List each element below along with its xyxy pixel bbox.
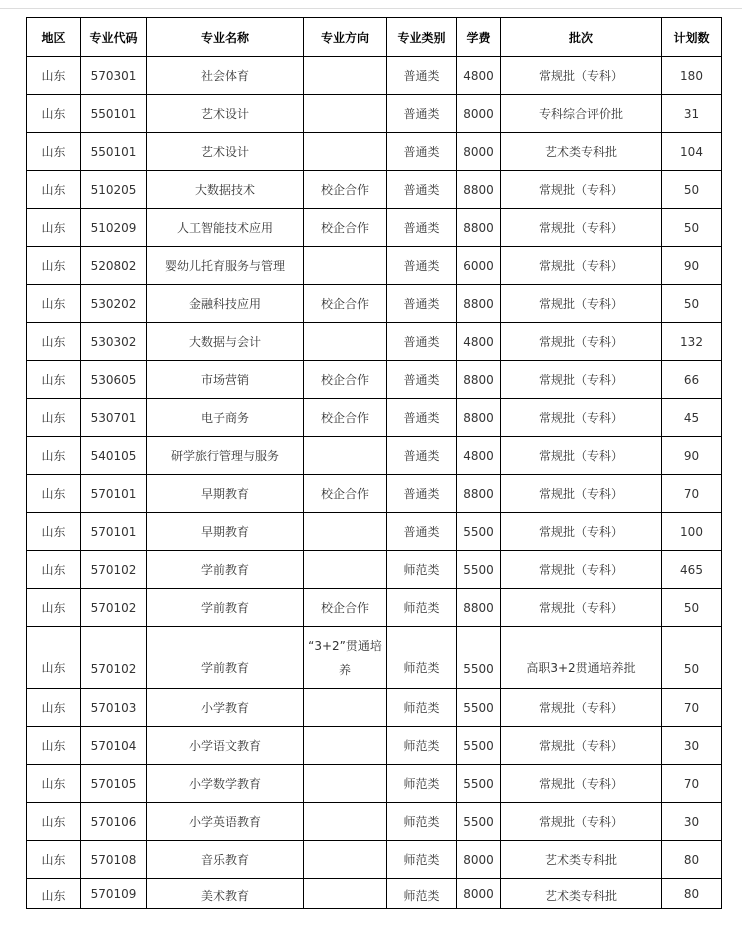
cell-major-direction bbox=[304, 879, 387, 909]
cell-major-code: 530202 bbox=[81, 285, 147, 323]
table-row bbox=[27, 879, 722, 909]
header-region: 地区 bbox=[27, 18, 81, 57]
cell-plan-count: 90 bbox=[662, 247, 722, 285]
cell-region: 山东 bbox=[27, 689, 81, 727]
cell-major-direction: 校企合作 bbox=[304, 285, 387, 323]
cell-plan-count: 132 bbox=[662, 323, 722, 361]
cell-major-code: 570102 bbox=[81, 627, 147, 689]
cell-major-category: 普通类 bbox=[387, 361, 457, 399]
cell-major-direction bbox=[304, 765, 387, 803]
cell-major-category: 师范类 bbox=[387, 803, 457, 841]
cell-plan-count: 30 bbox=[662, 727, 722, 765]
cell-major-direction bbox=[304, 803, 387, 841]
cell-major-direction: 校企合作 bbox=[304, 475, 387, 513]
cell-major-name: 小学语文教育 bbox=[147, 727, 304, 765]
table-row bbox=[27, 323, 722, 361]
cell-major-code: 510209 bbox=[81, 209, 147, 247]
table-row bbox=[27, 399, 722, 437]
enrollment-plan-table bbox=[26, 17, 722, 909]
cell-region: 山东 bbox=[27, 247, 81, 285]
cell-major-direction bbox=[304, 841, 387, 879]
cell-major-direction bbox=[304, 323, 387, 361]
table-row bbox=[27, 361, 722, 399]
cell-major-category: 普通类 bbox=[387, 437, 457, 475]
cell-major-category: 普通类 bbox=[387, 209, 457, 247]
cell-region: 山东 bbox=[27, 133, 81, 171]
cell-plan-count: 104 bbox=[662, 133, 722, 171]
cell-major-code: 530302 bbox=[81, 323, 147, 361]
cell-plan-count: 70 bbox=[662, 475, 722, 513]
table-row bbox=[27, 437, 722, 475]
cell-tuition: 8800 bbox=[457, 285, 501, 323]
cell-region: 山东 bbox=[27, 551, 81, 589]
cell-plan-count: 180 bbox=[662, 57, 722, 95]
cell-batch: 常规批（专科） bbox=[501, 57, 662, 95]
cell-major-direction bbox=[304, 95, 387, 133]
cell-major-code: 570108 bbox=[81, 841, 147, 879]
cell-major-name: 大数据与会计 bbox=[147, 323, 304, 361]
cell-major-direction bbox=[304, 437, 387, 475]
header-batch: 批次 bbox=[501, 18, 662, 57]
cell-major-code: 570103 bbox=[81, 689, 147, 727]
cell-batch: 常规批（专科） bbox=[501, 765, 662, 803]
cell-batch: 专科综合评价批 bbox=[501, 95, 662, 133]
cell-region: 山东 bbox=[27, 589, 81, 627]
cell-region: 山东 bbox=[27, 475, 81, 513]
cell-tuition: 4800 bbox=[457, 57, 501, 95]
cell-major-name: 金融科技应用 bbox=[147, 285, 304, 323]
cell-major-category: 师范类 bbox=[387, 841, 457, 879]
cell-major-code: 570106 bbox=[81, 803, 147, 841]
cell-major-code: 570105 bbox=[81, 765, 147, 803]
cell-region: 山东 bbox=[27, 879, 81, 909]
cell-region: 山东 bbox=[27, 95, 81, 133]
cell-major-name: 小学数学教育 bbox=[147, 765, 304, 803]
cell-tuition: 4800 bbox=[457, 437, 501, 475]
cell-major-category: 普通类 bbox=[387, 475, 457, 513]
cell-major-name: 电子商务 bbox=[147, 399, 304, 437]
cell-tuition: 8000 bbox=[457, 133, 501, 171]
cell-region: 山东 bbox=[27, 765, 81, 803]
cell-region: 山东 bbox=[27, 285, 81, 323]
cell-batch: 常规批（专科） bbox=[501, 247, 662, 285]
cell-region: 山东 bbox=[27, 841, 81, 879]
cell-tuition: 8800 bbox=[457, 589, 501, 627]
cell-major-code: 570101 bbox=[81, 513, 147, 551]
cell-region: 山东 bbox=[27, 803, 81, 841]
cell-plan-count: 80 bbox=[662, 841, 722, 879]
cell-batch: 常规批（专科） bbox=[501, 589, 662, 627]
cell-tuition: 6000 bbox=[457, 247, 501, 285]
cell-tuition: 5500 bbox=[457, 727, 501, 765]
cell-major-code: 570301 bbox=[81, 57, 147, 95]
cell-plan-count: 70 bbox=[662, 689, 722, 727]
table-row bbox=[27, 133, 722, 171]
cell-tuition: 5500 bbox=[457, 803, 501, 841]
cell-region: 山东 bbox=[27, 399, 81, 437]
cell-plan-count: 45 bbox=[662, 399, 722, 437]
cell-major-name: 婴幼儿托育服务与管理 bbox=[147, 247, 304, 285]
header-major-direction: 专业方向 bbox=[304, 18, 387, 57]
table-row bbox=[27, 513, 722, 551]
cell-major-direction bbox=[304, 133, 387, 171]
cell-major-name: 早期教育 bbox=[147, 475, 304, 513]
page-top-divider bbox=[0, 8, 742, 9]
cell-major-category: 普通类 bbox=[387, 399, 457, 437]
cell-batch: 常规批（专科） bbox=[501, 513, 662, 551]
cell-major-direction bbox=[304, 57, 387, 95]
cell-plan-count: 70 bbox=[662, 765, 722, 803]
header-tuition: 学费 bbox=[457, 18, 501, 57]
cell-batch: 常规批（专科） bbox=[501, 361, 662, 399]
cell-batch: 常规批（专科） bbox=[501, 399, 662, 437]
cell-major-category: 师范类 bbox=[387, 551, 457, 589]
cell-tuition: 5500 bbox=[457, 765, 501, 803]
header-major-category: 专业类别 bbox=[387, 18, 457, 57]
cell-region: 山东 bbox=[27, 513, 81, 551]
table-row bbox=[27, 689, 722, 727]
cell-major-code: 570102 bbox=[81, 589, 147, 627]
cell-plan-count: 100 bbox=[662, 513, 722, 551]
cell-region: 山东 bbox=[27, 627, 81, 689]
cell-plan-count: 50 bbox=[662, 285, 722, 323]
cell-major-name: 研学旅行管理与服务 bbox=[147, 437, 304, 475]
cell-major-direction: 校企合作 bbox=[304, 589, 387, 627]
table-row bbox=[27, 171, 722, 209]
cell-major-category: 普通类 bbox=[387, 95, 457, 133]
cell-batch: 艺术类专科批 bbox=[501, 133, 662, 171]
cell-batch: 常规批（专科） bbox=[501, 171, 662, 209]
cell-major-category: 师范类 bbox=[387, 689, 457, 727]
cell-plan-count: 90 bbox=[662, 437, 722, 475]
table-header-row bbox=[27, 18, 722, 57]
cell-major-direction: “3+2”贯通培养 bbox=[304, 627, 387, 689]
cell-major-category: 师范类 bbox=[387, 879, 457, 909]
cell-region: 山东 bbox=[27, 323, 81, 361]
cell-major-code: 510205 bbox=[81, 171, 147, 209]
cell-plan-count: 50 bbox=[662, 171, 722, 209]
cell-tuition: 5500 bbox=[457, 627, 501, 689]
cell-major-name: 学前教育 bbox=[147, 589, 304, 627]
cell-major-category: 普通类 bbox=[387, 57, 457, 95]
cell-plan-count: 50 bbox=[662, 589, 722, 627]
cell-batch: 常规批（专科） bbox=[501, 803, 662, 841]
cell-major-name: 人工智能技术应用 bbox=[147, 209, 304, 247]
cell-region: 山东 bbox=[27, 437, 81, 475]
cell-major-category: 师范类 bbox=[387, 765, 457, 803]
table-row bbox=[27, 841, 722, 879]
cell-tuition: 8000 bbox=[457, 841, 501, 879]
table-body bbox=[27, 57, 722, 909]
cell-tuition: 8000 bbox=[457, 879, 501, 909]
cell-major-name: 美术教育 bbox=[147, 879, 304, 909]
cell-major-direction bbox=[304, 689, 387, 727]
table-row bbox=[27, 209, 722, 247]
cell-batch: 常规批（专科） bbox=[501, 551, 662, 589]
cell-tuition: 5500 bbox=[457, 689, 501, 727]
cell-tuition: 4800 bbox=[457, 323, 501, 361]
table-row bbox=[27, 765, 722, 803]
cell-major-code: 520802 bbox=[81, 247, 147, 285]
header-major-name: 专业名称 bbox=[147, 18, 304, 57]
cell-batch: 高职3+2贯通培养批 bbox=[501, 627, 662, 689]
cell-major-direction: 校企合作 bbox=[304, 209, 387, 247]
cell-major-name: 音乐教育 bbox=[147, 841, 304, 879]
table-row bbox=[27, 803, 722, 841]
cell-major-code: 550101 bbox=[81, 133, 147, 171]
cell-major-category: 师范类 bbox=[387, 627, 457, 689]
cell-major-name: 小学英语教育 bbox=[147, 803, 304, 841]
cell-tuition: 8800 bbox=[457, 209, 501, 247]
cell-major-direction bbox=[304, 247, 387, 285]
cell-major-category: 普通类 bbox=[387, 171, 457, 209]
cell-plan-count: 31 bbox=[662, 95, 722, 133]
table-row bbox=[27, 247, 722, 285]
cell-batch: 艺术类专科批 bbox=[501, 879, 662, 909]
cell-major-category: 普通类 bbox=[387, 513, 457, 551]
cell-major-direction: 校企合作 bbox=[304, 399, 387, 437]
cell-region: 山东 bbox=[27, 361, 81, 399]
cell-major-category: 普通类 bbox=[387, 247, 457, 285]
cell-tuition: 8800 bbox=[457, 475, 501, 513]
cell-tuition: 5500 bbox=[457, 551, 501, 589]
cell-batch: 常规批（专科） bbox=[501, 689, 662, 727]
cell-major-code: 570109 bbox=[81, 879, 147, 909]
cell-major-code: 540105 bbox=[81, 437, 147, 475]
cell-tuition: 8800 bbox=[457, 171, 501, 209]
cell-major-direction bbox=[304, 727, 387, 765]
cell-major-name: 早期教育 bbox=[147, 513, 304, 551]
cell-region: 山东 bbox=[27, 171, 81, 209]
header-major-code: 专业代码 bbox=[81, 18, 147, 57]
table-row bbox=[27, 627, 722, 689]
cell-batch: 常规批（专科） bbox=[501, 727, 662, 765]
cell-major-name: 社会体育 bbox=[147, 57, 304, 95]
cell-major-code: 570101 bbox=[81, 475, 147, 513]
cell-major-name: 大数据技术 bbox=[147, 171, 304, 209]
cell-batch: 常规批（专科） bbox=[501, 437, 662, 475]
cell-batch: 常规批（专科） bbox=[501, 323, 662, 361]
cell-batch: 常规批（专科） bbox=[501, 209, 662, 247]
table-row bbox=[27, 285, 722, 323]
cell-batch: 常规批（专科） bbox=[501, 475, 662, 513]
cell-plan-count: 50 bbox=[662, 209, 722, 247]
cell-major-code: 530605 bbox=[81, 361, 147, 399]
cell-major-code: 550101 bbox=[81, 95, 147, 133]
cell-major-category: 普通类 bbox=[387, 133, 457, 171]
cell-plan-count: 50 bbox=[662, 627, 722, 689]
cell-major-name: 学前教育 bbox=[147, 627, 304, 689]
cell-tuition: 8800 bbox=[457, 361, 501, 399]
cell-plan-count: 465 bbox=[662, 551, 722, 589]
cell-major-direction bbox=[304, 513, 387, 551]
cell-major-name: 市场营销 bbox=[147, 361, 304, 399]
cell-batch: 常规批（专科） bbox=[501, 285, 662, 323]
table-row bbox=[27, 589, 722, 627]
table-row bbox=[27, 727, 722, 765]
cell-region: 山东 bbox=[27, 727, 81, 765]
cell-tuition: 5500 bbox=[457, 513, 501, 551]
cell-region: 山东 bbox=[27, 57, 81, 95]
cell-major-direction bbox=[304, 551, 387, 589]
cell-major-name: 小学教育 bbox=[147, 689, 304, 727]
header-plan-count: 计划数 bbox=[662, 18, 722, 57]
cell-major-direction: 校企合作 bbox=[304, 171, 387, 209]
cell-plan-count: 66 bbox=[662, 361, 722, 399]
table-row bbox=[27, 551, 722, 589]
cell-batch: 艺术类专科批 bbox=[501, 841, 662, 879]
table-row bbox=[27, 95, 722, 133]
cell-major-code: 570102 bbox=[81, 551, 147, 589]
cell-tuition: 8800 bbox=[457, 399, 501, 437]
cell-major-code: 530701 bbox=[81, 399, 147, 437]
cell-plan-count: 30 bbox=[662, 803, 722, 841]
cell-major-category: 普通类 bbox=[387, 323, 457, 361]
cell-major-category: 师范类 bbox=[387, 589, 457, 627]
cell-region: 山东 bbox=[27, 209, 81, 247]
cell-major-code: 570104 bbox=[81, 727, 147, 765]
cell-tuition: 8000 bbox=[457, 95, 501, 133]
cell-major-category: 普通类 bbox=[387, 285, 457, 323]
cell-major-name: 艺术设计 bbox=[147, 133, 304, 171]
cell-major-category: 师范类 bbox=[387, 727, 457, 765]
cell-major-name: 艺术设计 bbox=[147, 95, 304, 133]
table-row bbox=[27, 57, 722, 95]
cell-plan-count: 80 bbox=[662, 879, 722, 909]
cell-major-name: 学前教育 bbox=[147, 551, 304, 589]
table-row bbox=[27, 475, 722, 513]
cell-major-direction: 校企合作 bbox=[304, 361, 387, 399]
